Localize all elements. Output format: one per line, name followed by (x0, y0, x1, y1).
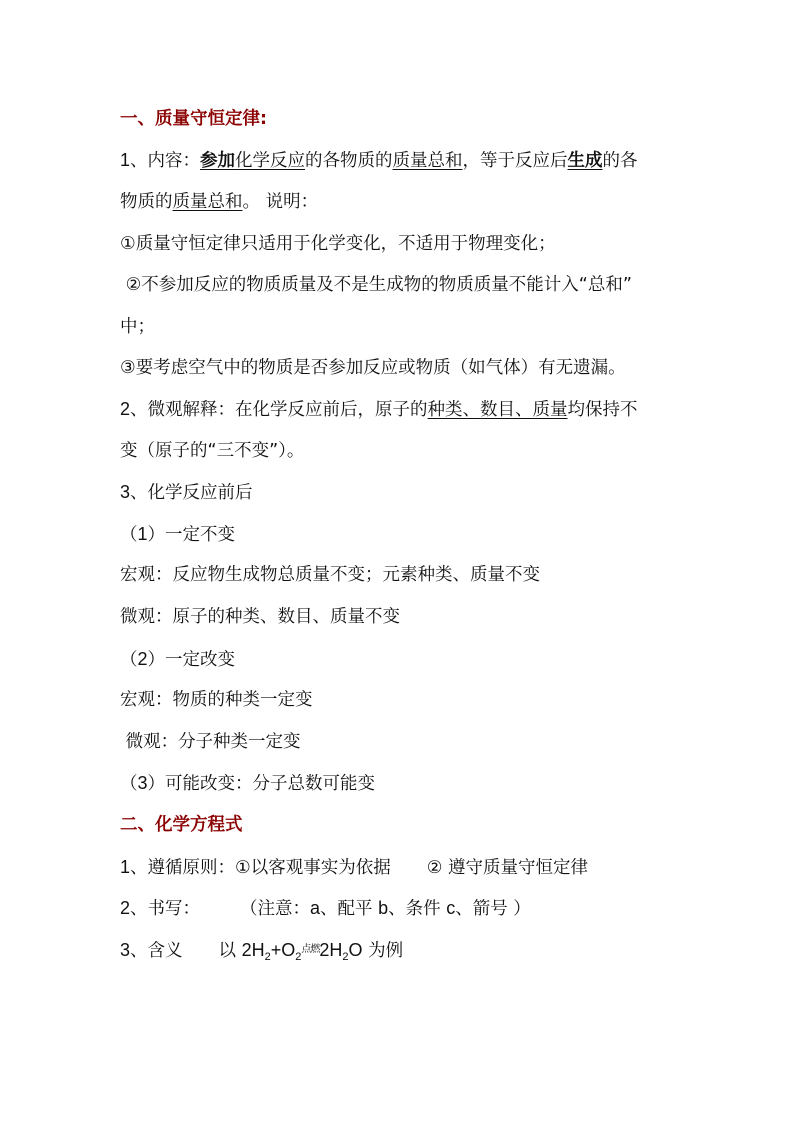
text: 、条件 (388, 899, 447, 919)
meaning-line (120, 938, 694, 969)
note-2: ②不参加反应的物质质量及不是生成物的物质质量不能计入“总和” (120, 275, 632, 295)
item-number: 2 (120, 399, 131, 419)
text: ）可能改变：分子总数可能变 (147, 774, 376, 794)
sub-3-title (120, 771, 694, 796)
note-3: ③要考虑空气中的物质是否参加反应或物质（如气体）有无遗漏。 (120, 358, 626, 378)
text: 为例 (362, 941, 404, 961)
item-number: 2 (120, 898, 131, 918)
section-2-title: 二、化学方程式 (120, 815, 243, 835)
text: ② 遵守质量守恒定律 (426, 858, 588, 878)
text: 的各 (602, 151, 638, 171)
sub-number: 2 (137, 649, 148, 669)
text: 均保持不 (567, 400, 638, 420)
emphasis-reaction: 化学反应 (235, 151, 306, 171)
text: （ (120, 525, 138, 545)
note-2-cont: 中； (120, 317, 155, 337)
emphasis-three-constants: 种类、数目、质量 (427, 400, 568, 420)
text: 、化学反应前后 (130, 483, 253, 503)
content-line-1 (120, 148, 694, 173)
letter-c: c (446, 898, 456, 918)
text: ）一定不变 (147, 525, 236, 545)
sub-number: 1 (137, 524, 148, 544)
text: 、书写： (130, 899, 201, 919)
text: 以 (218, 941, 242, 961)
item-number: 1 (120, 150, 131, 170)
item-number: 3 (120, 940, 131, 960)
letter-b: b (378, 898, 389, 918)
text: ）一定改变 (147, 650, 236, 670)
writing-line (120, 896, 694, 921)
emphasis-participate: 参加 (200, 151, 236, 171)
emphasis-produce: 生成 (567, 151, 603, 171)
item-number: 1 (120, 857, 131, 877)
text: （注意： (240, 899, 311, 919)
text: 。 说明： (242, 192, 319, 212)
text: 、配平 (320, 899, 379, 919)
text: 、箭号 ） (455, 899, 531, 919)
micro-line-2: 变（原子的“三不变”）。 (120, 441, 305, 461)
emphasis-mass-sum-2: 质量总和 (172, 192, 243, 212)
sub-1-title (120, 522, 694, 547)
note-1: ①质量守恒定律只适用于化学变化，不适用于物理变化； (120, 234, 556, 254)
text: 的各物质的 (305, 151, 393, 171)
equation: $2H_2+O_2^{点燃}2H_2O$ (241, 940, 363, 963)
sub-number: 3 (137, 773, 148, 793)
text: 、遵循原则：①以客观事实为依据 (130, 858, 391, 878)
micro-line-1 (120, 397, 694, 422)
text: 、含义 (130, 941, 183, 961)
item-3-title (120, 480, 694, 505)
emphasis-mass-sum: 质量总和 (392, 151, 463, 171)
text: 物质的 (120, 192, 173, 212)
sub-2-macro: 宏观：物质的种类一定变 (120, 690, 313, 710)
letter-a: a (310, 898, 321, 918)
text: （ (120, 650, 138, 670)
condition-ignite: 点燃 (301, 944, 320, 955)
text: 、内容： (130, 151, 201, 171)
sub-1-macro: 宏观：反应物生成物总质量不变；元素种类、质量不变 (120, 565, 540, 585)
sub-1-micro: 微观：原子的种类、数目、质量不变 (120, 607, 400, 627)
sub-2-title (120, 647, 694, 672)
content-line-2 (120, 190, 694, 214)
sub-2-micro: 微观：分子种类一定变 (120, 732, 301, 752)
text: ，等于反应后 (462, 151, 568, 171)
item-number: 3 (120, 482, 131, 502)
principles-line (120, 855, 694, 880)
section-1-title: 一、质量守恒定律: (120, 109, 267, 129)
text: 、微观解释：在化学反应前后，原子的 (130, 400, 428, 420)
text: （ (120, 774, 138, 794)
